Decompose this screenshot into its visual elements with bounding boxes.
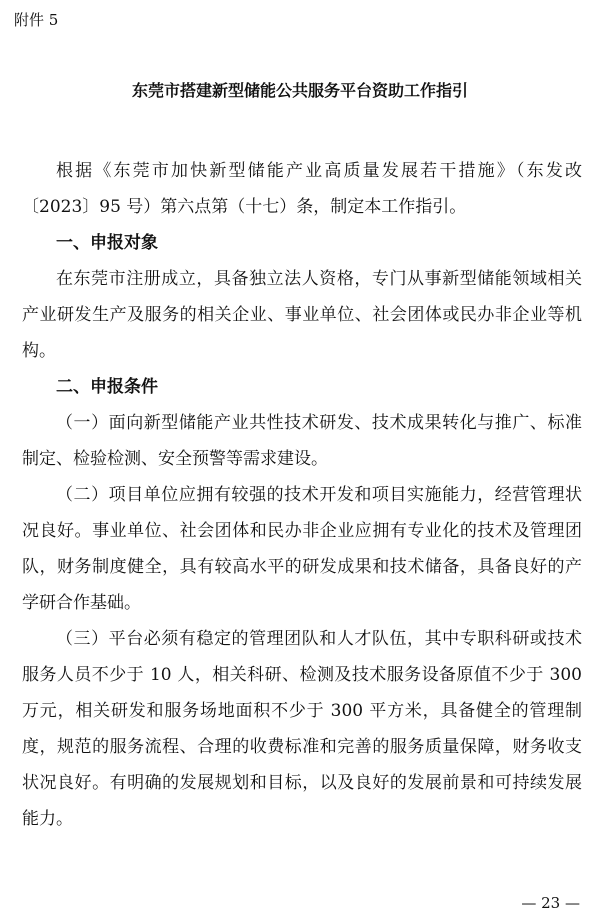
condition-paragraph-3: （三）平台必须有稳定的管理团队和人才队伍，其中专职科研或技术服务人员不少于 10 人，相关科研、检测及技术服务设备原值不少于 300 万元，相关研发和服务场地面积不少于 300 平方米，具备健全的管理制度，规范的服务流程、合理的收费标准和完善的服务质量保障，财务收支状况良好。有明确的发展规划和目标，以及良好的发展前景和可持续发展能力。 (22, 629, 582, 829)
page-number: — 23 — (521, 894, 580, 912)
document-title: 东莞市搭建新型储能公共服务平台资助工作指引 (131, 81, 468, 100)
applicants-paragraph: 在东莞市注册成立，具备独立法人资格，专门从事新型储能领域相关产业研发生产及服务的相关企业、事业单位、社会团体或民办非企业等机构。 (22, 269, 582, 361)
document-body (22, 153, 582, 837)
section-heading-conditions: 二、申报条件 (56, 377, 158, 397)
condition-paragraph-2: （二）项目单位应拥有较强的技术开发和项目实施能力，经营管理状况良好。事业单位、社会团体和民办非企业应拥有专业化的技术及管理团队，财务制度健全，具有较高水平的研发成果和技术储备，具备良好的产学研合作基础。 (22, 485, 582, 613)
annex-label: 附件 5 (14, 11, 59, 29)
section-heading-applicants: 一、申报对象 (56, 233, 158, 253)
condition-paragraph-1: （一）面向新型储能产业共性技术研发、技术成果转化与推广、标准制定、检验检测、安全预警等需求建设。 (22, 413, 582, 469)
intro-paragraph: 根据《东莞市加快新型储能产业高质量发展若干措施》（东发改〔2023〕95 号）第六点第（十七）条，制定本工作指引。 (22, 161, 582, 217)
